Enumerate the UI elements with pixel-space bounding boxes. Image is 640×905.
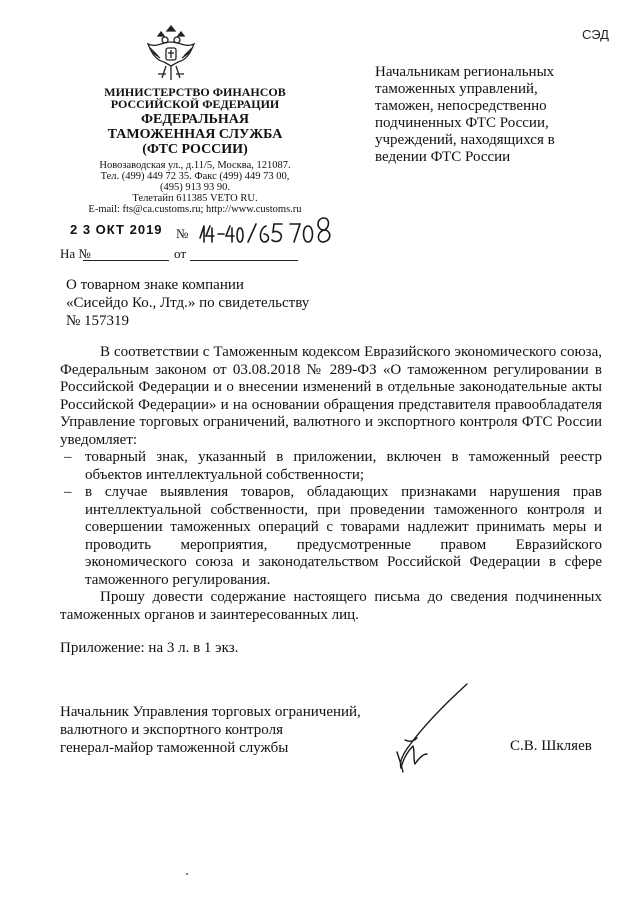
handwritten-registration-number (196, 212, 336, 252)
service-line2: ТАМОЖЕННАЯ СЛУЖБА (107, 127, 283, 142)
reference-number-label: На № (60, 246, 91, 261)
registration-date-value: 2 3 ОКТ 2019 (70, 222, 163, 237)
addressee-block: Начальникам региональных таможенных управлений, таможен, непосредственно подчиненных ФТС России, учреждений, находящихся в ведении ФТС России (375, 64, 555, 165)
reference-date-blank (190, 260, 298, 261)
email-line: E-mail: fts@ca.customs.ru; http://www.customs.ru (88, 204, 302, 215)
ministry-header (60, 86, 330, 110)
list-item (60, 484, 602, 589)
list-bullet: – (64, 449, 72, 465)
body-request: Прошу довести содержание настоящего письма до сведения подчиненных таможенных органов и заинтересованных лиц. (60, 589, 602, 623)
signer-name: С.В. Шкляев (510, 738, 592, 754)
scan-speck (186, 873, 188, 875)
handwritten-signature (385, 680, 485, 790)
reference-date-label: от (174, 246, 187, 261)
system-mark: СЭД (582, 27, 609, 42)
reference-number-blank (83, 260, 169, 261)
service-header (60, 112, 330, 157)
letter-subject: О товарном знаке компании «Сисейдо Ко., Лтд.» по свидетельству № 157319 (66, 277, 310, 329)
list-item-text: товарный знак, указанный в приложении, включен в таможенный реестр объектов интеллектуальной собственности; (85, 449, 602, 483)
sender-contacts (60, 160, 330, 215)
ministry-line1: МИНИСТЕРСТВО ФИНАНСОВ (104, 85, 286, 99)
service-line1: ФЕДЕРАЛЬНАЯ (140, 112, 249, 127)
list-item (60, 449, 602, 484)
phone-line: Тел. (499) 449 72 35. Факс (499) 449 73 00, (100, 171, 290, 182)
list-bullet: – (64, 484, 72, 500)
notice-list (60, 449, 602, 589)
ministry-line2: РОССИЙСКОЙ ФЕДЕРАЦИИ (110, 97, 280, 111)
service-line3: (ФТС РОССИИ) (142, 142, 248, 157)
letter-body (60, 344, 602, 624)
attachment-note: Приложение: на 3 л. в 1 экз. (60, 640, 239, 656)
signer-title: Начальник Управления торговых ограничений, валютного и экспортного контроля генерал-майор таможенной службы (60, 704, 361, 756)
address-line: Новозаводская ул., д.11/5, Москва, 121087. (99, 160, 291, 171)
registration-number-prefix: № (176, 226, 189, 241)
phone-line2: (495) 913 93 90. (160, 182, 230, 193)
registration-date (70, 222, 163, 239)
list-item-text: в случае выявления товаров, обладающих признаками нарушения прав интеллектуальной собственности, при проведении таможенного контроля и совершении таможенных операций с товарами надлежит принимать меры и проводить мероприятия, предусмотренные правом Евразийского экономического союза и законодательством Российской Федерации в сфере таможенного регулирования. (85, 484, 602, 588)
body-intro: В соответствии с Таможенным кодексом Евразийского экономического союза, Федеральным законом от 03.08.2018 № 289-ФЗ «О таможенном регулировании в Российской Федерации и о внесении изменений в отдельные законодательные акты Российской Федерации» и на основании обращения представителя правообладателя Управление торговых ограничений, валютного и экспортного контроля ФТС России уведомляет: (60, 344, 602, 448)
teletype-line: Телетайп 611385 VETO RU. (132, 193, 258, 204)
double-headed-eagle-emblem-icon (144, 22, 198, 84)
